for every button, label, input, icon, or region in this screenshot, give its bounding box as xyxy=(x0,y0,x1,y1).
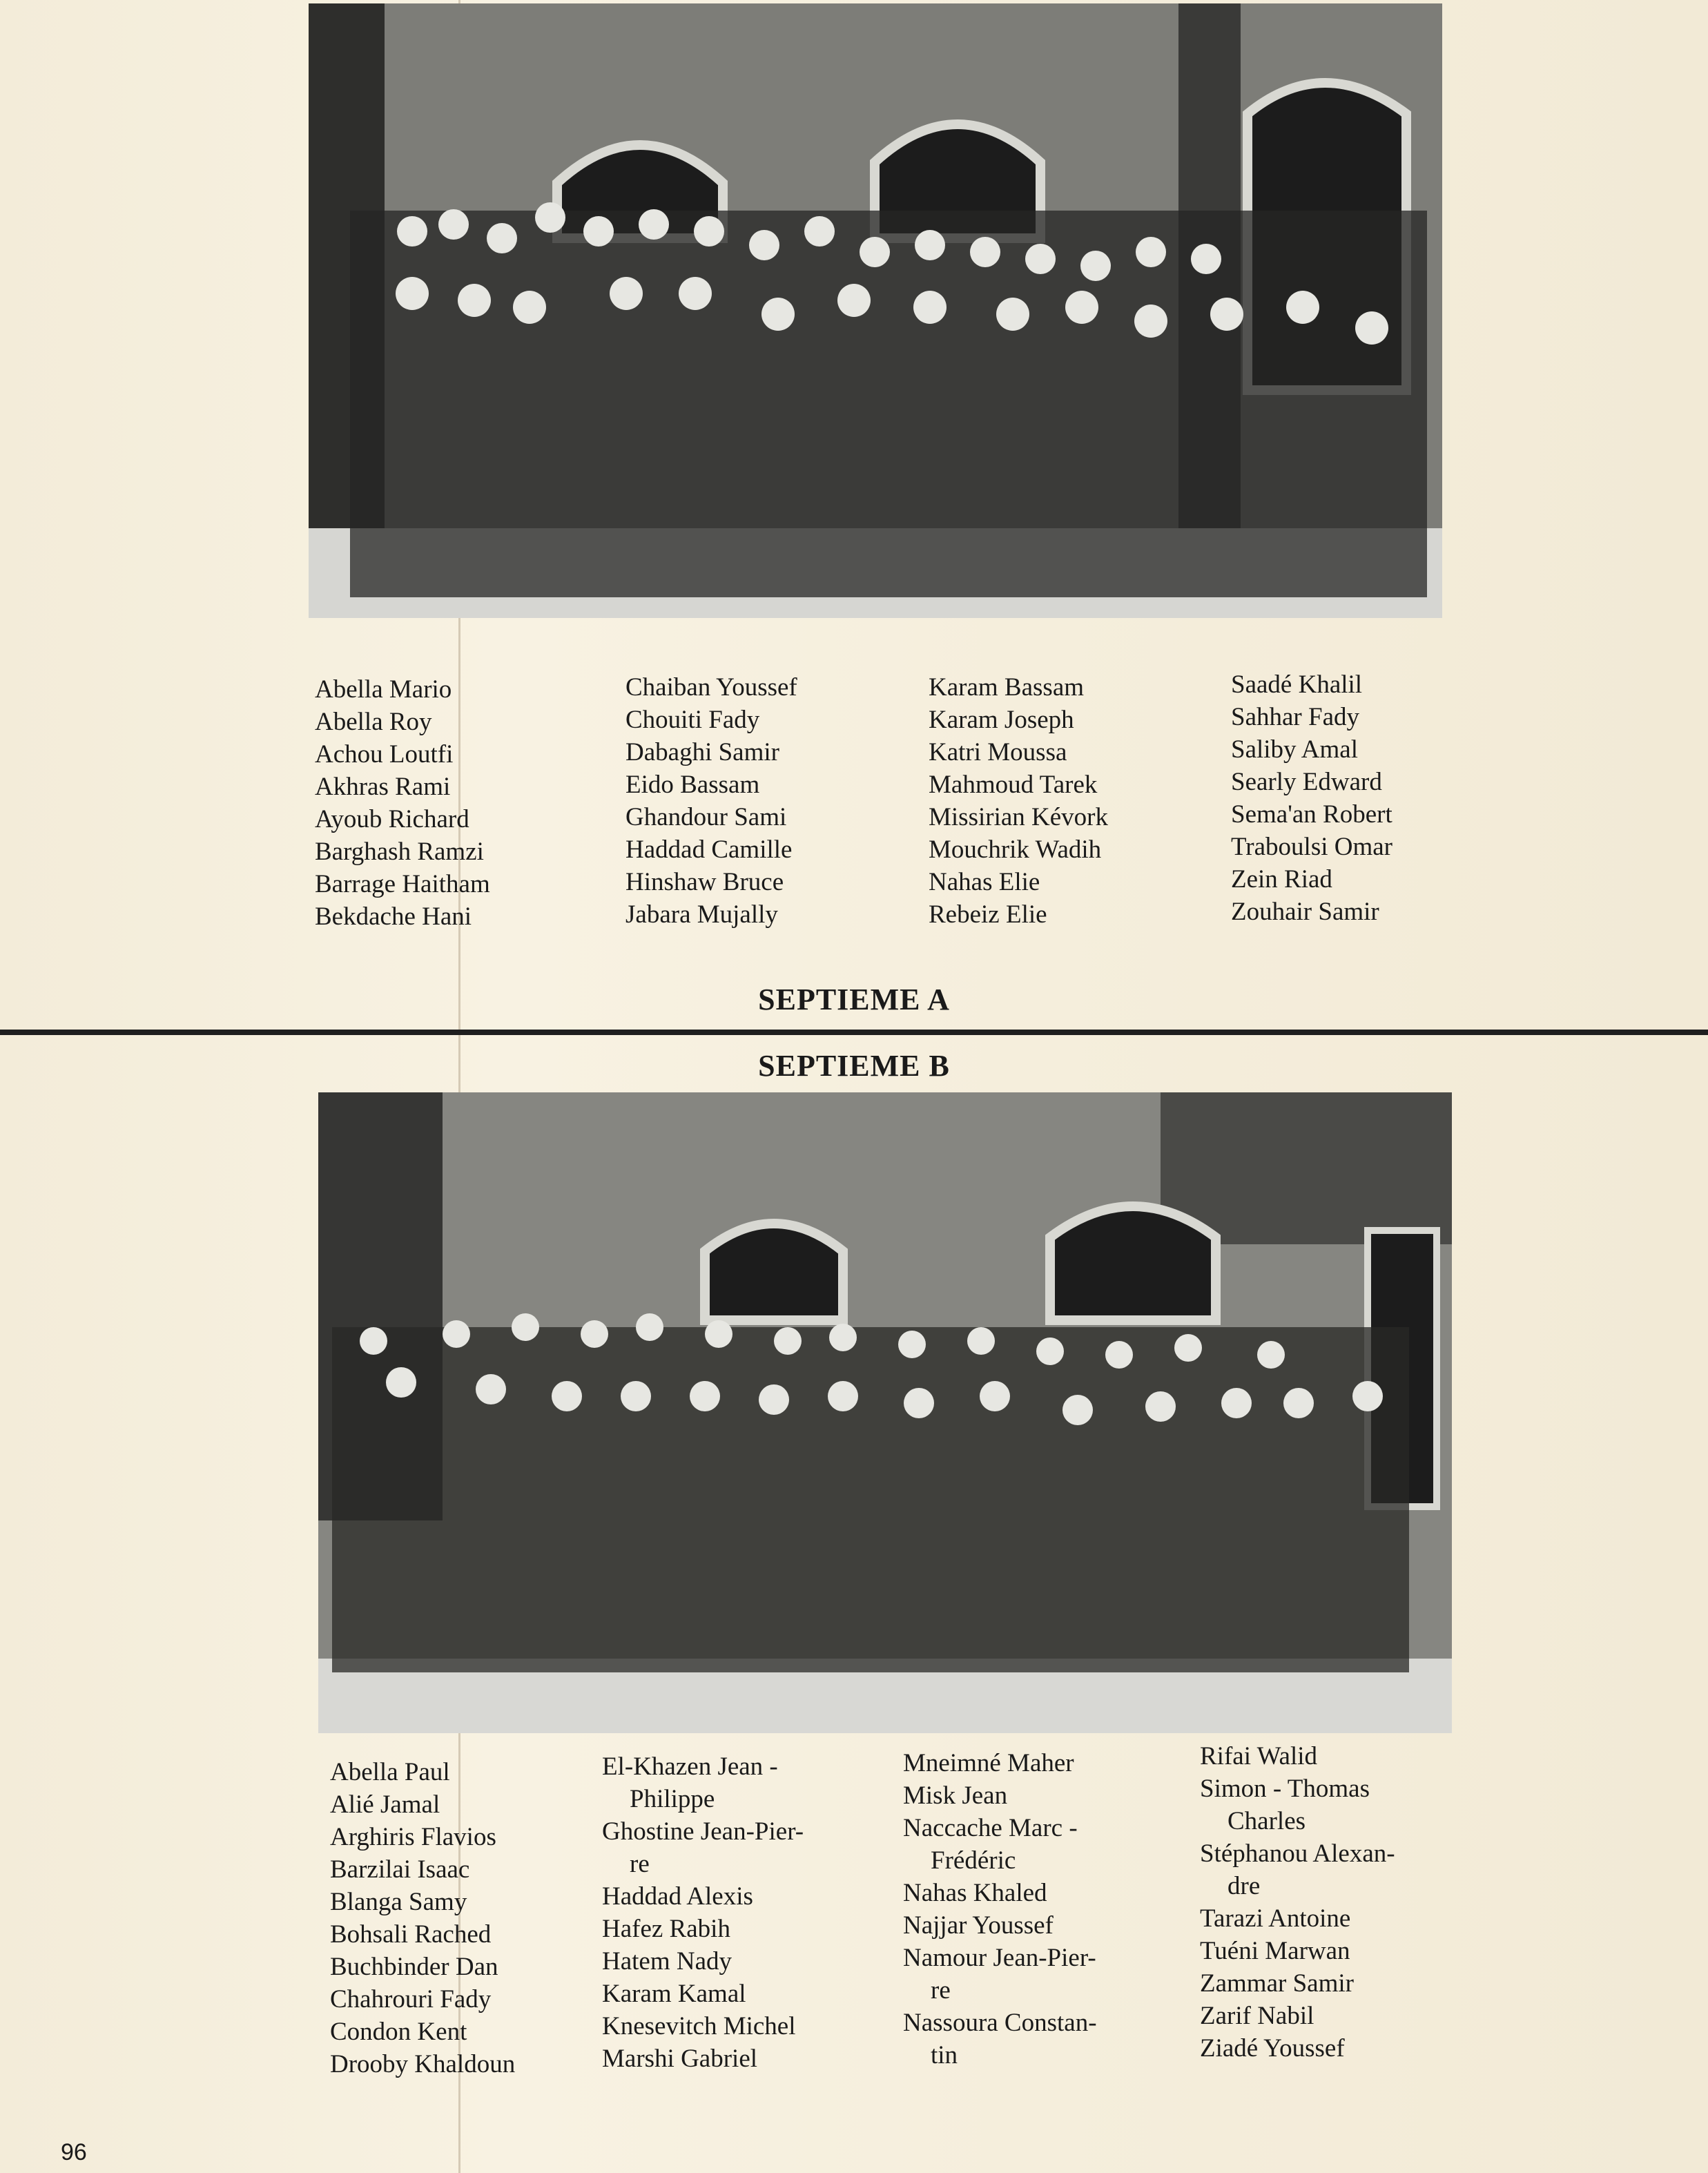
student-name: Missirian Kévork xyxy=(929,803,1108,831)
student-name-continuation: tin xyxy=(931,2041,958,2069)
student-name: Zein Riad xyxy=(1231,865,1332,894)
student-name: Achou Loutfi xyxy=(315,740,454,769)
student-name: Zarif Nabil xyxy=(1200,2002,1314,2030)
student-name: Buchbinder Dan xyxy=(330,1953,498,1981)
student-name-continuation: re xyxy=(630,1850,650,1878)
student-name: Karam Kamal xyxy=(602,1980,746,2008)
student-name: Chouiti Fady xyxy=(625,706,760,734)
class-photo-b-drawing xyxy=(318,1092,1452,1733)
caption-septieme-a: SEPTIEME A xyxy=(758,983,950,1016)
student-name: Akhras Rami xyxy=(315,773,451,801)
student-name: Bekdache Hani xyxy=(315,902,472,931)
student-name-continuation: dre xyxy=(1227,1872,1261,1900)
student-name: Abella Roy xyxy=(315,708,432,736)
name-column-b4 xyxy=(1200,1740,1395,2065)
student-name: Jabara Mujally xyxy=(625,900,778,929)
student-name: Katri Moussa xyxy=(929,738,1067,766)
class-photo-a-drawing xyxy=(309,3,1442,618)
student-name: Nahas Elie xyxy=(929,868,1040,896)
student-name: Chahrouri Fady xyxy=(330,1985,492,2013)
student-name: Marshi Gabriel xyxy=(602,2045,758,2073)
student-name: Ziadé Youssef xyxy=(1200,2034,1345,2063)
student-name: Abella Mario xyxy=(315,675,452,704)
student-name: El-Khazen Jean - xyxy=(602,1752,778,1781)
student-name: Rifai Walid xyxy=(1200,1742,1318,1770)
student-name: Hafez Rabih xyxy=(602,1915,730,1943)
student-name: Najjar Youssef xyxy=(903,1911,1054,1940)
student-name-continuation: re xyxy=(931,1976,951,2005)
student-name: Ayoub Richard xyxy=(315,805,469,833)
student-name: Drooby Khaldoun xyxy=(330,2050,516,2078)
student-name: Ghostine Jean-Pier- xyxy=(602,1817,804,1846)
student-name: Karam Joseph xyxy=(929,706,1074,734)
student-name: Bohsali Rached xyxy=(330,1920,492,1949)
section-divider xyxy=(0,1030,1708,1035)
student-name: Mahmoud Tarek xyxy=(929,771,1098,799)
student-name: Hinshaw Bruce xyxy=(625,868,784,896)
student-name: Alié Jamal xyxy=(330,1790,440,1819)
student-name-continuation: Charles xyxy=(1227,1807,1306,1835)
student-name: Condon Kent xyxy=(330,2018,467,2046)
page-number: 96 xyxy=(61,2139,87,2165)
student-name: Eido Bassam xyxy=(625,771,760,799)
class-photo-septieme-b xyxy=(318,1092,1452,1733)
student-name: Barrage Haitham xyxy=(315,870,490,898)
student-name: Traboulsi Omar xyxy=(1231,833,1392,861)
student-name: Namour Jean-Pier- xyxy=(903,1944,1096,1972)
student-name: Haddad Camille xyxy=(625,836,793,864)
caption-septieme-b: SEPTIEME B xyxy=(758,1049,950,1083)
student-name: Knesevitch Michel xyxy=(602,2012,796,2040)
student-name: Barzilai Isaac xyxy=(330,1855,470,1884)
student-name: Barghash Ramzi xyxy=(315,838,484,866)
student-name: Zouhair Samir xyxy=(1231,898,1379,926)
student-name: Nassoura Constan- xyxy=(903,2009,1097,2037)
student-name: Mneimné Maher xyxy=(903,1749,1074,1777)
name-column-b2 xyxy=(602,1750,804,2075)
student-name: Simon - Thomas xyxy=(1200,1775,1370,1803)
student-name: Arghiris Flavios xyxy=(330,1823,496,1851)
student-name: Tarazi Antoine xyxy=(1200,1904,1351,1933)
student-name: Searly Edward xyxy=(1231,768,1382,796)
student-name: Stéphanou Alexan- xyxy=(1200,1839,1395,1868)
name-column-a4 xyxy=(1231,668,1392,928)
student-name: Ghandour Sami xyxy=(625,803,787,831)
student-name: Abella Paul xyxy=(330,1758,450,1786)
student-name: Sahhar Fady xyxy=(1231,703,1359,731)
student-name: Blanga Samy xyxy=(330,1888,467,1916)
student-name: Nahas Khaled xyxy=(903,1879,1047,1907)
student-name: Sema'an Robert xyxy=(1231,800,1392,829)
student-name: Mouchrik Wadih xyxy=(929,836,1102,864)
student-name: Misk Jean xyxy=(903,1781,1008,1810)
student-name: Dabaghi Samir xyxy=(625,738,779,766)
name-column-b3 xyxy=(903,1747,1097,2071)
student-name: Tuéni Marwan xyxy=(1200,1937,1350,1965)
student-name: Naccache Marc - xyxy=(903,1814,1078,1842)
student-name: Chaiban Youssef xyxy=(625,673,797,702)
student-name: Karam Bassam xyxy=(929,673,1085,702)
student-name: Saadé Khalil xyxy=(1231,670,1363,699)
name-column-a2 xyxy=(625,671,797,931)
student-name-continuation: Frédéric xyxy=(931,1846,1016,1875)
class-photo-septieme-a xyxy=(309,3,1442,618)
student-name: Hatem Nady xyxy=(602,1947,732,1976)
student-name: Saliby Amal xyxy=(1231,735,1358,764)
student-name: Haddad Alexis xyxy=(602,1882,753,1911)
student-name-continuation: Philippe xyxy=(630,1785,715,1813)
student-name: Zammar Samir xyxy=(1200,1969,1354,1998)
name-column-a3 xyxy=(929,671,1108,931)
student-name: Rebeiz Elie xyxy=(929,900,1047,929)
name-column-b1 xyxy=(330,1756,515,2080)
name-column-a1 xyxy=(315,673,490,933)
